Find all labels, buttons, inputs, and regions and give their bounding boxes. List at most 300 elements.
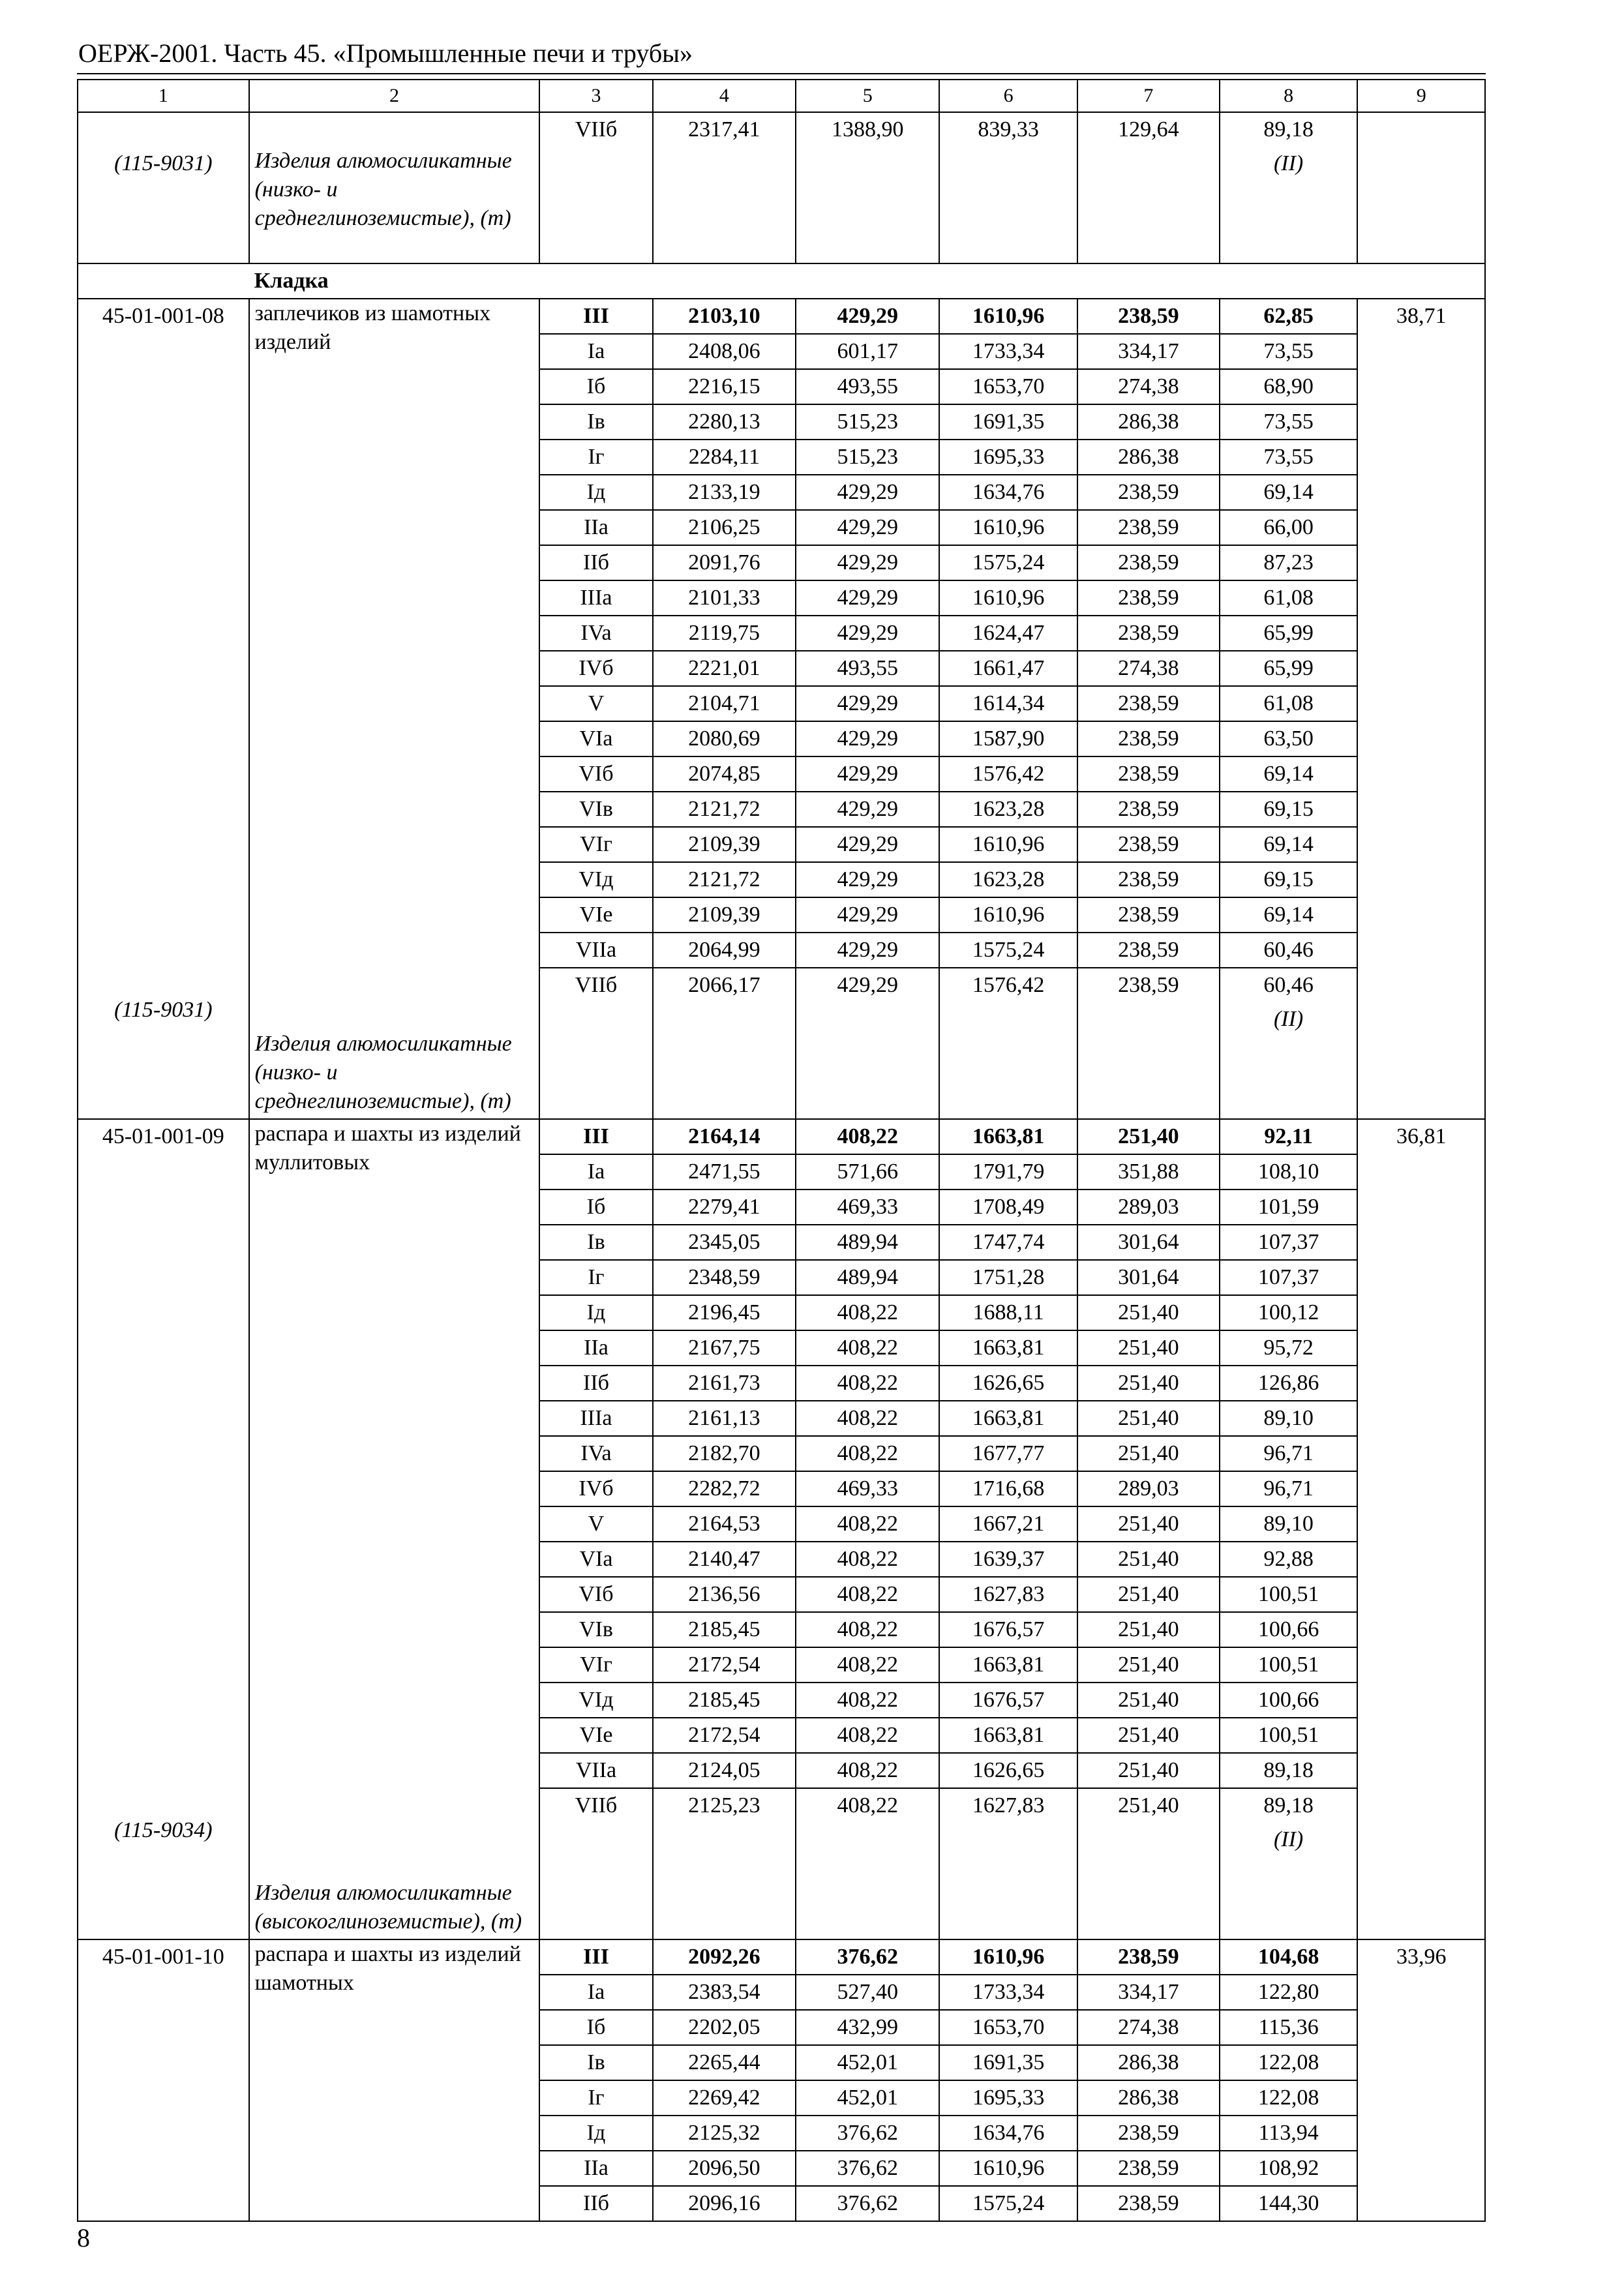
value-cell: 238,59 xyxy=(1077,827,1220,862)
value-cell: 2096,16 xyxy=(653,2186,796,2221)
value-cell: 89,10 xyxy=(1220,1506,1358,1542)
value-cell: 100,51 xyxy=(1220,1647,1358,1683)
value-cell: 238,59 xyxy=(1077,545,1220,580)
value-cell: 69,14 xyxy=(1220,756,1358,792)
value-cell: 1587,90 xyxy=(939,721,1077,756)
value-cell: 2164,53 xyxy=(653,1506,796,1542)
value-cell: 429,29 xyxy=(796,897,939,933)
zone-cell: Iд xyxy=(539,1295,652,1330)
zone-cell: VIб xyxy=(539,1577,652,1612)
value-cell: 1610,96 xyxy=(939,510,1077,545)
value-cell: 100,51 xyxy=(1220,1577,1358,1612)
material-qty: (II) xyxy=(1273,151,1304,175)
value-cell: 1634,76 xyxy=(939,2116,1077,2151)
column-number: 7 xyxy=(1077,80,1220,112)
empty-cell xyxy=(1357,112,1485,263)
value-cell: 408,22 xyxy=(796,1295,939,1330)
value-cell: 69,14 xyxy=(1220,827,1358,862)
value-cell: 107,37 xyxy=(1220,1225,1358,1260)
zone-cell: VIб xyxy=(539,756,652,792)
value-cell: 408,22 xyxy=(796,1753,939,1788)
value-cell: 527,40 xyxy=(796,1975,939,2010)
value-cell: 251,40 xyxy=(1077,1542,1220,1577)
zone-cell: VIIб xyxy=(539,968,652,1119)
value-cell: 1663,81 xyxy=(939,1647,1077,1683)
value-cell: 432,99 xyxy=(796,2010,939,2045)
value-cell: 251,40 xyxy=(1077,1119,1220,1154)
value-cell: 286,38 xyxy=(1077,440,1220,475)
row-code: 45-01-001-08 xyxy=(102,304,224,328)
zone-cell: IVa xyxy=(539,616,652,651)
value-cell: 251,40 xyxy=(1077,1718,1220,1753)
value-cell: 1663,81 xyxy=(939,1718,1077,1753)
zone-cell: Iб xyxy=(539,2010,652,2045)
material-code: (115-9031) xyxy=(114,151,213,175)
value-cell: 1747,74 xyxy=(939,1225,1077,1260)
value-cell: 274,38 xyxy=(1077,369,1220,404)
value-cell: 2109,39 xyxy=(653,827,796,862)
value-cell: 429,29 xyxy=(796,616,939,651)
value-cell: 469,33 xyxy=(796,1471,939,1506)
value-cell: 1624,47 xyxy=(939,616,1077,651)
value-cell: 1653,70 xyxy=(939,2010,1077,2045)
value-cell: 238,59 xyxy=(1077,580,1220,616)
zone-cell: Ia xyxy=(539,1154,652,1189)
table-row xyxy=(78,1119,1485,1154)
zone-cell: Iв xyxy=(539,2045,652,2080)
value-cell: 238,59 xyxy=(1077,897,1220,933)
value-cell: 2121,72 xyxy=(653,792,796,827)
value-cell: 238,59 xyxy=(1077,933,1220,968)
value-cell: 144,30 xyxy=(1220,2186,1358,2221)
value-cell: 251,40 xyxy=(1077,1366,1220,1401)
page-number: 8 xyxy=(77,2223,90,2252)
value-cell: 62,85 xyxy=(1220,299,1358,334)
total-cell: 38,71 xyxy=(1357,299,1485,1119)
zone-cell: IVб xyxy=(539,1471,652,1506)
value-cell: 2101,33 xyxy=(653,580,796,616)
value-cell: 251,40 xyxy=(1077,1295,1220,1330)
value-cell: 286,38 xyxy=(1077,2080,1220,2116)
value-cell: 429,29 xyxy=(796,510,939,545)
zone-cell: V xyxy=(539,1506,652,1542)
value-cell: 238,59 xyxy=(1077,721,1220,756)
value-cell: 408,22 xyxy=(796,1788,939,1939)
zone-cell: VIв xyxy=(539,792,652,827)
value-cell: 104,68 xyxy=(1220,1939,1358,1975)
value-cell: 376,62 xyxy=(796,2151,939,2186)
value-cell: 2125,23 xyxy=(653,1788,796,1939)
value-cell: 429,29 xyxy=(796,580,939,616)
value-cell: 69,15 xyxy=(1220,792,1358,827)
value-cell: 2133,19 xyxy=(653,475,796,510)
value-cell: 251,40 xyxy=(1077,1647,1220,1683)
code-cell xyxy=(78,1119,249,1939)
value: 60,46 xyxy=(1263,973,1314,997)
value-cell: 238,59 xyxy=(1077,968,1220,1119)
value-cell: 469,33 xyxy=(796,1189,939,1225)
value-cell: 251,40 xyxy=(1077,1330,1220,1366)
zone-cell: Iб xyxy=(539,1189,652,1225)
value-cell: 376,62 xyxy=(796,1939,939,1975)
zone-cell: Iв xyxy=(539,1225,652,1260)
zone-cell: IIб xyxy=(539,1366,652,1401)
value-cell: 2121,72 xyxy=(653,862,796,897)
zone-cell: III xyxy=(539,1119,652,1154)
continuation-row xyxy=(78,112,1485,263)
material-name: Изделия алюмосиликатные (низко- и среднеглиноземистые), (т) xyxy=(254,149,512,230)
zone-cell: VIд xyxy=(539,862,652,897)
value-cell: 493,55 xyxy=(796,369,939,404)
value-cell: 2196,45 xyxy=(653,1295,796,1330)
value-cell: 1691,35 xyxy=(939,2045,1077,2080)
material-code-cell xyxy=(78,112,249,263)
value-cell: 1661,47 xyxy=(939,651,1077,686)
value-cell: 429,29 xyxy=(796,475,939,510)
value-cell: 238,59 xyxy=(1077,756,1220,792)
value-cell: 122,08 xyxy=(1220,2080,1358,2116)
value-cell: 274,38 xyxy=(1077,2010,1220,2045)
value-cell xyxy=(1220,112,1358,263)
zone-cell: IVa xyxy=(539,1436,652,1471)
column-number: 6 xyxy=(939,80,1077,112)
value-cell: 238,59 xyxy=(1077,299,1220,334)
zone-cell: IIa xyxy=(539,2151,652,2186)
value-cell: 251,40 xyxy=(1077,1612,1220,1647)
value-cell: 2109,39 xyxy=(653,897,796,933)
value-cell: 1575,24 xyxy=(939,933,1077,968)
value-cell: 1610,96 xyxy=(939,2151,1077,2186)
description-cell xyxy=(249,299,540,1119)
value-cell: 2185,45 xyxy=(653,1683,796,1718)
description-cell xyxy=(249,1119,540,1939)
value-cell: 2348,59 xyxy=(653,1260,796,1295)
material-qty: (II) xyxy=(1273,1827,1304,1851)
value-cell: 1626,65 xyxy=(939,1366,1077,1401)
value-cell: 1610,96 xyxy=(939,299,1077,334)
value-cell: 92,88 xyxy=(1220,1542,1358,1577)
value-cell: 1695,33 xyxy=(939,2080,1077,2116)
value-cell: 1610,96 xyxy=(939,897,1077,933)
value-cell: 289,03 xyxy=(1077,1189,1220,1225)
value-cell: 73,55 xyxy=(1220,440,1358,475)
value-cell: 2182,70 xyxy=(653,1436,796,1471)
row-code: 45-01-001-09 xyxy=(102,1124,224,1148)
value-cell: 1676,57 xyxy=(939,1683,1077,1718)
value-cell: 238,59 xyxy=(1077,862,1220,897)
value-cell: 571,66 xyxy=(796,1154,939,1189)
value-cell: 1791,79 xyxy=(939,1154,1077,1189)
value-cell: 2265,44 xyxy=(653,2045,796,2080)
zone-cell: VIIa xyxy=(539,1753,652,1788)
zone-cell: VIг xyxy=(539,1647,652,1683)
value-cell: 92,11 xyxy=(1220,1119,1358,1154)
value-cell: 1751,28 xyxy=(939,1260,1077,1295)
value-cell: 408,22 xyxy=(796,1718,939,1753)
value-cell: 2280,13 xyxy=(653,404,796,440)
value-cell: 429,29 xyxy=(796,299,939,334)
value-cell: 408,22 xyxy=(796,1366,939,1401)
value-cell: 1576,42 xyxy=(939,756,1077,792)
value-cell: 839,33 xyxy=(939,112,1077,263)
value-cell: 2106,25 xyxy=(653,510,796,545)
row-code: 45-01-001-10 xyxy=(102,1945,224,1969)
value-cell: 1733,34 xyxy=(939,1975,1077,2010)
value-cell: 126,86 xyxy=(1220,1366,1358,1401)
zone-cell: VIIa xyxy=(539,933,652,968)
value-cell: 2284,11 xyxy=(653,440,796,475)
value-cell: 1688,11 xyxy=(939,1295,1077,1330)
value-cell: 301,64 xyxy=(1077,1225,1220,1260)
value-cell: 1663,81 xyxy=(939,1330,1077,1366)
material-code: (115-9034) xyxy=(114,1818,213,1842)
value-cell: 113,94 xyxy=(1220,2116,1358,2151)
zone-cell: III xyxy=(539,1939,652,1975)
value-cell: 2269,42 xyxy=(653,2080,796,2116)
zone-cell: IIIa xyxy=(539,1401,652,1436)
table-row xyxy=(78,299,1485,334)
value-cell: 2221,01 xyxy=(653,651,796,686)
zone-cell: VIIб xyxy=(539,112,652,263)
value-cell: 408,22 xyxy=(796,1119,939,1154)
zone-cell: Iг xyxy=(539,2080,652,2116)
value-cell: 1733,34 xyxy=(939,334,1077,369)
value-cell: 1627,83 xyxy=(939,1577,1077,1612)
value-cell: 1676,57 xyxy=(939,1612,1077,1647)
value-cell: 2282,72 xyxy=(653,1471,796,1506)
zone-cell: VIe xyxy=(539,897,652,933)
value-cell: 1610,96 xyxy=(939,580,1077,616)
value-cell: 2164,14 xyxy=(653,1119,796,1154)
value-cell: 122,08 xyxy=(1220,2045,1358,2080)
value-cell: 122,80 xyxy=(1220,1975,1358,2010)
value-cell: 1610,96 xyxy=(939,1939,1077,1975)
value-cell: 1627,83 xyxy=(939,1788,1077,1939)
value-cell: 376,62 xyxy=(796,2186,939,2221)
value-cell: 107,37 xyxy=(1220,1260,1358,1295)
value-cell: 2202,05 xyxy=(653,2010,796,2045)
value-cell: 108,10 xyxy=(1220,1154,1358,1189)
value-cell: 2279,41 xyxy=(653,1189,796,1225)
material-code: (115-9031) xyxy=(114,998,213,1022)
value-cell: 2161,13 xyxy=(653,1401,796,1436)
table-body xyxy=(78,80,1485,2221)
value-cell: 100,66 xyxy=(1220,1683,1358,1718)
column-number: 1 xyxy=(78,80,249,112)
value-cell: 2345,05 xyxy=(653,1225,796,1260)
zone-cell: Iв xyxy=(539,404,652,440)
value: 89,18 xyxy=(1263,1793,1314,1818)
value-cell: 301,64 xyxy=(1077,1260,1220,1295)
value-cell: 274,38 xyxy=(1077,651,1220,686)
value-cell: 2119,75 xyxy=(653,616,796,651)
value-cell: 1623,28 xyxy=(939,792,1077,827)
value-cell: 489,94 xyxy=(796,1225,939,1260)
material-name: Изделия алюмосиликатные (низко- и среднеглиноземистые), (т) xyxy=(254,1032,512,1113)
value-cell: 251,40 xyxy=(1077,1401,1220,1436)
section-title: Кладка xyxy=(249,263,1485,299)
zone-cell: Iг xyxy=(539,1260,652,1295)
value-cell: 108,92 xyxy=(1220,2151,1358,2186)
value-cell: 238,59 xyxy=(1077,475,1220,510)
value-cell: 429,29 xyxy=(796,756,939,792)
code-cell xyxy=(78,299,249,1119)
value-cell: 238,59 xyxy=(1077,2116,1220,2151)
value-cell: 2125,32 xyxy=(653,2116,796,2151)
value-cell: 238,59 xyxy=(1077,1939,1220,1975)
value-cell: 66,00 xyxy=(1220,510,1358,545)
value-cell: 60,46 xyxy=(1220,933,1358,968)
value-cell: 1708,49 xyxy=(939,1189,1077,1225)
value-cell: 334,17 xyxy=(1077,1975,1220,2010)
value-cell: 2140,47 xyxy=(653,1542,796,1577)
value-cell: 408,22 xyxy=(796,1436,939,1471)
value-cell: 1695,33 xyxy=(939,440,1077,475)
value-cell: 515,23 xyxy=(796,440,939,475)
value-cell: 376,62 xyxy=(796,2116,939,2151)
value-cell: 2092,26 xyxy=(653,1939,796,1975)
value-cell: 1575,24 xyxy=(939,545,1077,580)
value-cell: 1626,65 xyxy=(939,1753,1077,1788)
value-cell: 238,59 xyxy=(1077,616,1220,651)
zone-cell: VIд xyxy=(539,1683,652,1718)
value-cell: 601,17 xyxy=(796,334,939,369)
zone-cell: VIa xyxy=(539,1542,652,1577)
value-cell: 1663,81 xyxy=(939,1401,1077,1436)
value-cell: 493,55 xyxy=(796,651,939,686)
value-cell: 73,55 xyxy=(1220,404,1358,440)
value-cell: 2124,05 xyxy=(653,1753,796,1788)
value-cell: 408,22 xyxy=(796,1683,939,1718)
code-cell xyxy=(78,1939,249,2221)
column-number: 8 xyxy=(1220,80,1358,112)
value-cell: 429,29 xyxy=(796,545,939,580)
value-cell: 286,38 xyxy=(1077,2045,1220,2080)
value-cell: 489,94 xyxy=(796,1260,939,1295)
value-cell: 115,36 xyxy=(1220,2010,1358,2045)
value-cell: 69,14 xyxy=(1220,475,1358,510)
zone-cell: VIa xyxy=(539,721,652,756)
value-cell: 61,08 xyxy=(1220,580,1358,616)
total-cell: 33,96 xyxy=(1357,1939,1485,2221)
zone-cell: IVб xyxy=(539,651,652,686)
column-number: 9 xyxy=(1357,80,1485,112)
value-cell: 351,88 xyxy=(1077,1154,1220,1189)
value-cell: 2136,56 xyxy=(653,1577,796,1612)
value-cell: 1663,81 xyxy=(939,1119,1077,1154)
value-cell: 408,22 xyxy=(796,1612,939,1647)
value-cell: 2091,76 xyxy=(653,545,796,580)
zone-cell: IIб xyxy=(539,545,652,580)
value: 89,18 xyxy=(1263,117,1314,142)
value-cell xyxy=(1220,1788,1358,1939)
table-row xyxy=(78,1939,1485,1975)
column-number: 4 xyxy=(653,80,796,112)
value-cell: 429,29 xyxy=(796,968,939,1119)
value-cell: 68,90 xyxy=(1220,369,1358,404)
value-cell: 89,10 xyxy=(1220,1401,1358,1436)
value-cell: 101,59 xyxy=(1220,1189,1358,1225)
value-cell: 87,23 xyxy=(1220,545,1358,580)
value-cell: 251,40 xyxy=(1077,1506,1220,1542)
value-cell: 429,29 xyxy=(796,827,939,862)
value-cell: 238,59 xyxy=(1077,792,1220,827)
value-cell: 408,22 xyxy=(796,1647,939,1683)
zone-cell: Iб xyxy=(539,369,652,404)
value-cell: 2317,41 xyxy=(653,112,796,263)
zone-cell: IIa xyxy=(539,1330,652,1366)
material-name-cell xyxy=(249,112,540,263)
zone-cell: IIб xyxy=(539,2186,652,2221)
column-number-row xyxy=(78,80,1485,112)
value-cell: 452,01 xyxy=(796,2080,939,2116)
value-cell: 2064,99 xyxy=(653,933,796,968)
value-cell: 2096,50 xyxy=(653,2151,796,2186)
value-cell: 2074,85 xyxy=(653,756,796,792)
value-cell: 1691,35 xyxy=(939,404,1077,440)
column-number: 3 xyxy=(539,80,652,112)
value-cell: 251,40 xyxy=(1077,1577,1220,1612)
value-cell: 89,18 xyxy=(1220,1753,1358,1788)
value-cell: 251,40 xyxy=(1077,1436,1220,1471)
value-cell: 408,22 xyxy=(796,1401,939,1436)
zone-cell: VIe xyxy=(539,1718,652,1753)
value-cell: 334,17 xyxy=(1077,334,1220,369)
value-cell: 408,22 xyxy=(796,1506,939,1542)
value-cell: 2161,73 xyxy=(653,1366,796,1401)
value-cell: 408,22 xyxy=(796,1542,939,1577)
value-cell: 2471,55 xyxy=(653,1154,796,1189)
zone-cell: IIa xyxy=(539,510,652,545)
value-cell: 238,59 xyxy=(1077,2186,1220,2221)
value-cell: 2080,69 xyxy=(653,721,796,756)
value-cell: 100,12 xyxy=(1220,1295,1358,1330)
work-description: распара и шахты из изделий шамотных xyxy=(254,1942,521,1995)
value-cell: 129,64 xyxy=(1077,112,1220,263)
value-cell: 95,72 xyxy=(1220,1330,1358,1366)
value-cell: 238,59 xyxy=(1077,510,1220,545)
value-cell: 251,40 xyxy=(1077,1683,1220,1718)
value-cell: 408,22 xyxy=(796,1577,939,1612)
value-cell: 429,29 xyxy=(796,721,939,756)
column-number: 2 xyxy=(249,80,540,112)
zone-cell: Ia xyxy=(539,1975,652,2010)
value-cell: 2408,06 xyxy=(653,334,796,369)
zone-cell: VIг xyxy=(539,827,652,862)
value-cell: 2172,54 xyxy=(653,1647,796,1683)
value-cell: 100,66 xyxy=(1220,1612,1358,1647)
value-cell: 1623,28 xyxy=(939,862,1077,897)
value-cell: 408,22 xyxy=(796,1330,939,1366)
value-cell: 69,15 xyxy=(1220,862,1358,897)
column-number: 5 xyxy=(796,80,939,112)
price-table xyxy=(77,79,1486,2222)
zone-cell: III xyxy=(539,299,652,334)
value-cell: 2103,10 xyxy=(653,299,796,334)
value-cell: 2383,54 xyxy=(653,1975,796,2010)
value-cell: 452,01 xyxy=(796,2045,939,2080)
value-cell: 2167,75 xyxy=(653,1330,796,1366)
value-cell: 2216,15 xyxy=(653,369,796,404)
value-cell: 1388,90 xyxy=(796,112,939,263)
zone-cell: Iд xyxy=(539,2116,652,2151)
value-cell: 73,55 xyxy=(1220,334,1358,369)
page-header: ОЕРЖ-2001. Часть 45. «Промышленные печи и трубы» xyxy=(78,38,693,68)
value-cell: 1677,77 xyxy=(939,1436,1077,1471)
value-cell: 2172,54 xyxy=(653,1718,796,1753)
value-cell: 1634,76 xyxy=(939,475,1077,510)
value-cell: 238,59 xyxy=(1077,2151,1220,2186)
